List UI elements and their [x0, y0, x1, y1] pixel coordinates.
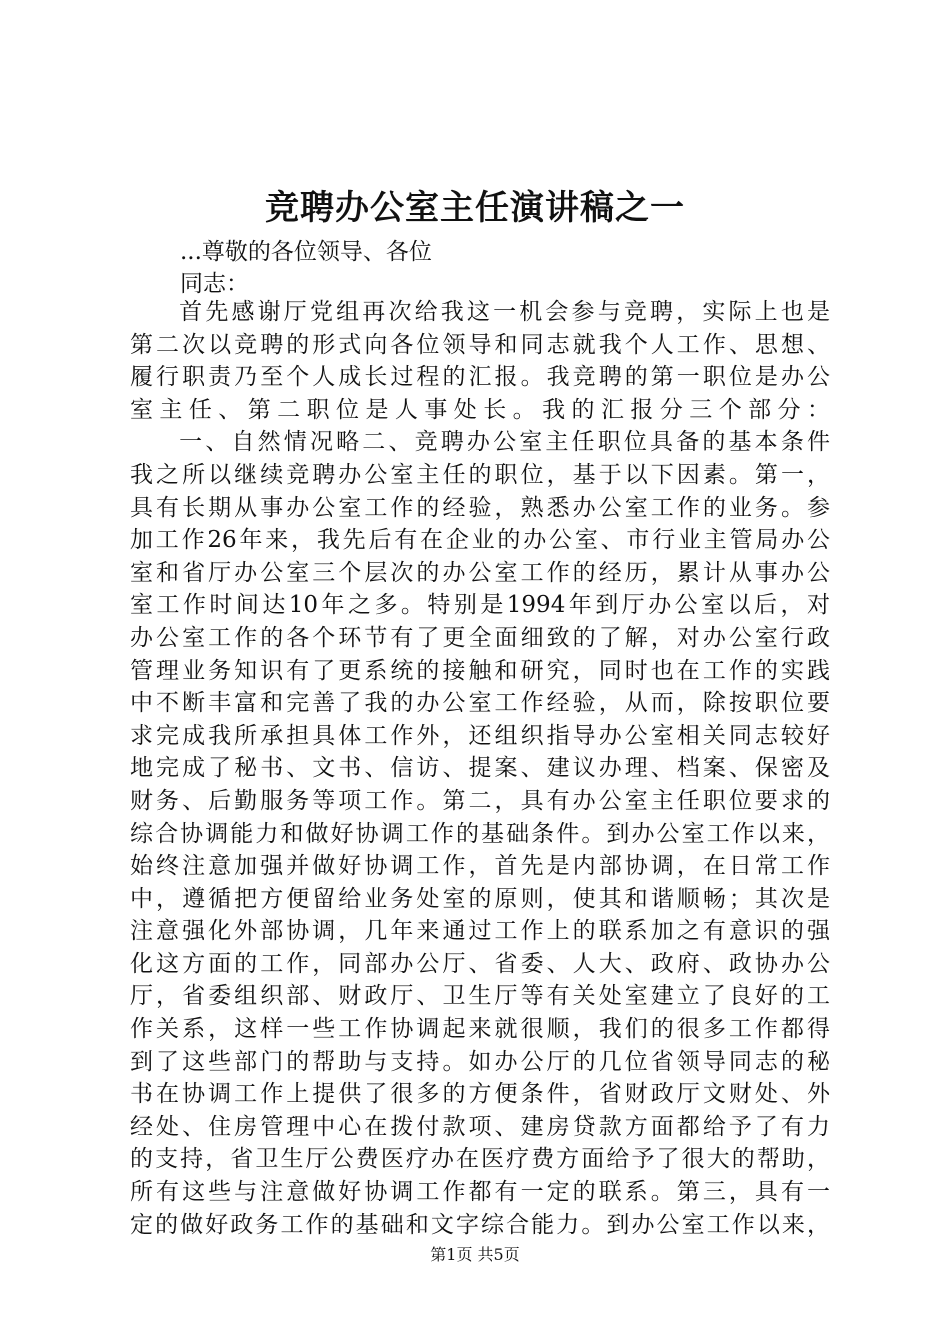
- greeting-line: ...尊敬的各位领导、各位: [180, 239, 432, 265]
- greeting: [180, 236, 432, 300]
- page-footer: 第1页 共5页: [430, 1245, 520, 1264]
- body-line: 室工作时间达10年之多。特别是1994年到厅办公室以后，对: [130, 592, 830, 619]
- body-line: 定的做好政务工作的基础和文字综合能力。到办公室工作以来，: [130, 1211, 830, 1238]
- body-line: 求完成我所承担具体工作外，还组织指导办公室相关同志较好: [130, 722, 830, 749]
- body-line: 中，遵循把方便留给业务处室的原则，使其和谐顺畅；其次是: [130, 885, 830, 912]
- document-body: [130, 296, 830, 1241]
- body-line: 一、自然情况略二、竞聘办公室主任职位具备的基本条件: [176, 429, 830, 456]
- body-line: 始终注意加强并做好协调工作，首先是内部协调，在日常工作: [130, 853, 830, 880]
- body-line: 作关系，这样一些工作协调起来就很顺，我们的很多工作都得: [130, 1016, 830, 1043]
- body-line: 的支持，省卫生厅公费医疗办在医疗费方面给予了很大的帮助，: [130, 1146, 830, 1173]
- body-line: 室主任、第二职位是人事处长。我的汇报分三个部分：: [130, 396, 830, 423]
- body-line: 我之所以继续竞聘办公室主任的职位，基于以下因素。第一，: [130, 461, 830, 488]
- body-line: 财务、后勤服务等项工作。第二，具有办公室主任职位要求的: [130, 787, 830, 814]
- body-line: 管理业务知识有了更系统的接触和研究，同时也在工作的实践: [130, 657, 830, 684]
- body-line: 到了这些部门的帮助与支持。如办公厅的几位省领导同志的秘: [130, 1048, 830, 1075]
- body-line: 加工作26年来，我先后有在企业的办公室、市行业主管局办公: [130, 527, 830, 554]
- greeting-line: 同志：: [180, 271, 249, 297]
- body-line: 注意强化外部协调，几年来通过工作上的联系加之有意识的强: [130, 918, 830, 945]
- body-line: 地完成了秘书、文书、信访、提案、建议办理、档案、保密及: [130, 755, 830, 782]
- body-line: 经处、住房管理中心在拨付款项、建房贷款方面都给予了有力: [130, 1113, 830, 1140]
- body-line: 书在协调工作上提供了很多的方便条件，省财政厅文财处、外: [130, 1081, 830, 1108]
- body-line: 第二次以竞聘的形式向各位领导和同志就我个人工作、思想、: [130, 331, 830, 358]
- document-title: 竞聘办公室主任演讲稿之一: [265, 188, 685, 228]
- body-line: 化这方面的工作，同部办公厅、省委、人大、政府、政协办公: [130, 950, 830, 977]
- body-line: 办公室工作的各个环节有了更全面细致的了解，对办公室行政: [130, 624, 830, 651]
- body-line: 首先感谢厅党组再次给我这一机会参与竞聘，实际上也是: [176, 299, 830, 325]
- body-line: 综合协调能力和做好协调工作的基础条件。到办公室工作以来，: [130, 820, 830, 847]
- body-line: 厅，省委组织部、财政厅、卫生厅等有关处室建立了良好的工: [130, 983, 830, 1010]
- body-line: 室和省厅办公室三个层次的办公室工作的经历，累计从事办公: [130, 559, 830, 586]
- body-line: 所有这些与注意做好协调工作都有一定的联系。第三，具有一: [130, 1179, 830, 1206]
- body-line: 中不断丰富和完善了我的办公室工作经验，从而，除按职位要: [130, 690, 830, 717]
- body-line: 履行职责乃至个人成长过程的汇报。我竞聘的第一职位是办公: [130, 364, 830, 391]
- body-line: 具有长期从事办公室工作的经验，熟悉办公室工作的业务。参: [130, 494, 830, 521]
